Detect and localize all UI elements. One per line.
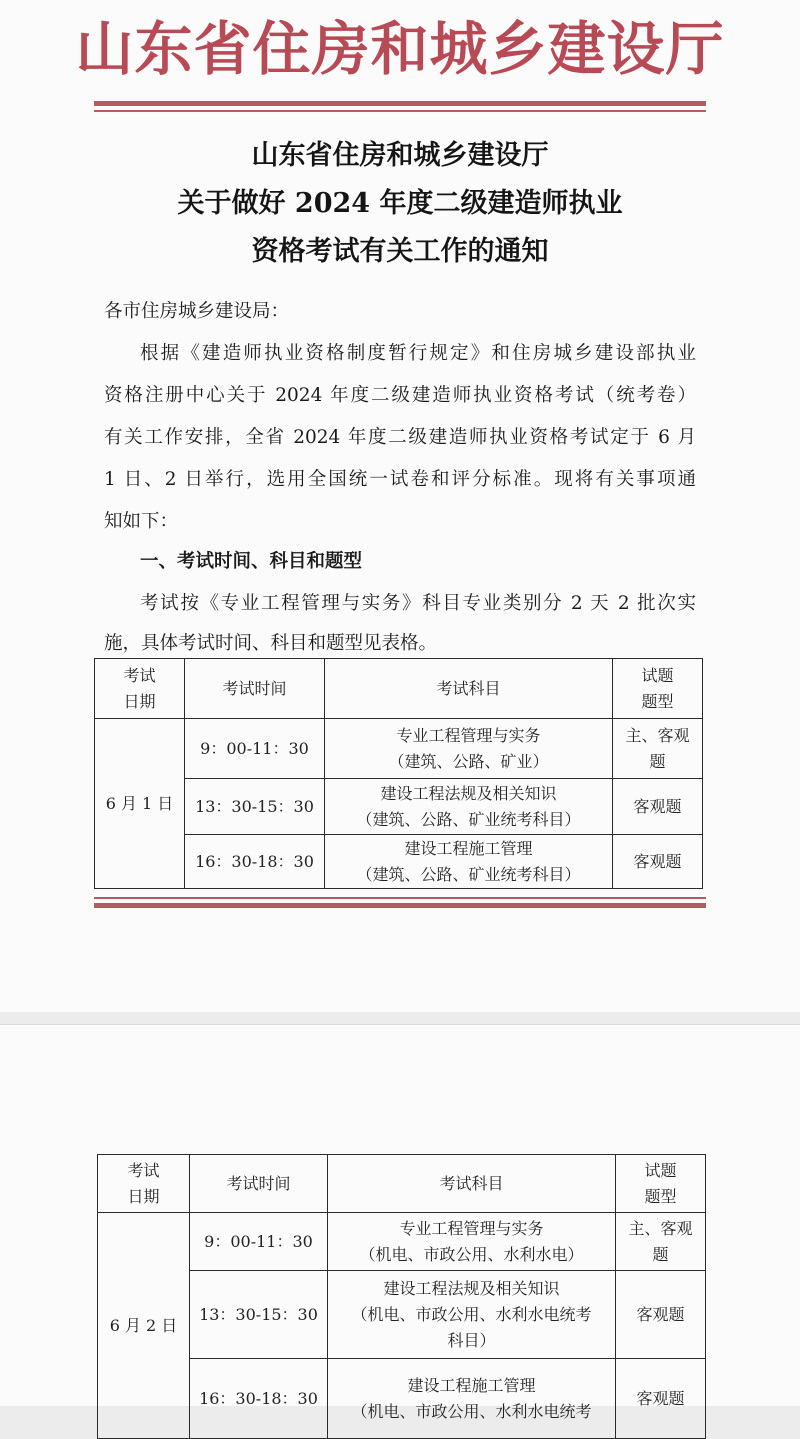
intro-line-4: 1 日、2 日举行，选用全国统一试卷和评分标准。现将有关事项通 (104, 469, 696, 490)
table-row (98, 1213, 706, 1271)
header-exam-subject: 考试科目 (328, 1155, 616, 1213)
intro-line-1: 根据《建造师执业资格制度暂行规定》和住房城乡建设部执业 (140, 343, 696, 364)
table-header-row (95, 659, 703, 719)
salutation: 各市住房城乡建设局： (104, 301, 290, 322)
question-type-cell: 客观题 (616, 1359, 706, 1439)
header-exam-subject: 考试科目 (325, 659, 613, 719)
table-header-row (98, 1155, 706, 1213)
exam-subject-cell: 建设工程施工管理 （建筑、公路、矿业统考科目） (325, 835, 613, 889)
exam-subject-cell: 建设工程法规及相关知识 （建筑、公路、矿业统考科目） (325, 779, 613, 835)
exam-time-cell: 9：00-11：30 (190, 1213, 328, 1271)
question-type-cell: 主、客观 题 (616, 1213, 706, 1271)
exam-schedule-table-day-2 (97, 1154, 706, 1439)
table-row (95, 719, 703, 779)
masthead-rule-thick (94, 101, 706, 106)
section-1-line-1: 考试按《专业工程管理与实务》科目专业类别分 2 天 2 批次实 (140, 593, 696, 614)
exam-date-cell: 6 月 1 日 (95, 719, 185, 889)
section-1-line-2: 施，具体考试时间、科目和题型见表格。 (104, 633, 438, 654)
section-1-heading: 一、考试时间、科目和题型 (140, 551, 363, 572)
notice-title-line-3: 资格考试有关工作的通知 (251, 236, 549, 267)
header-exam-time: 考试时间 (190, 1155, 328, 1213)
exam-time-cell: 16：30-18：30 (190, 1359, 328, 1439)
document-page-2 (0, 1024, 800, 1421)
question-type-cell: 客观题 (613, 779, 703, 835)
exam-schedule-table-day-1 (94, 658, 703, 889)
intro-line-3: 有关工作安排，全省 2024 年度二级建造师执业资格考试定于 6 月 (104, 427, 696, 448)
table-row (95, 779, 703, 835)
exam-subject-cell: 专业工程管理与实务 （建筑、公路、矿业） (325, 719, 613, 779)
exam-time-cell: 9：00-11：30 (185, 719, 325, 779)
notice-title-line-2: 关于做好 2024 年度二级建造师执业 (177, 188, 623, 219)
exam-subject-cell: 专业工程管理与实务 （机电、市政公用、水利水电） (328, 1213, 616, 1271)
exam-date-cell: 6 月 2 日 (98, 1213, 190, 1439)
masthead-rule-thin (94, 110, 706, 112)
header-question-type: 试题 题型 (616, 1155, 706, 1213)
table-row (98, 1359, 706, 1439)
intro-line-5: 知如下： (104, 511, 179, 532)
masthead-title: 山东省住房和城乡建设厅 (75, 15, 725, 83)
question-type-cell: 客观题 (616, 1271, 706, 1359)
exam-time-cell: 13：30-15：30 (190, 1271, 328, 1359)
exam-subject-cell: 建设工程施工管理 （机电、市政公用、水利水电统考 (328, 1359, 616, 1439)
notice-title-line-1: 山东省住房和城乡建设厅 (251, 140, 549, 171)
footer-rule-thick (94, 903, 706, 908)
header-exam-date: 考试 日期 (95, 659, 185, 719)
table-row (95, 835, 703, 889)
header-question-type: 试题 题型 (613, 659, 703, 719)
table-row (98, 1271, 706, 1359)
intro-line-2: 资格注册中心关于 2024 年度二级建造师执业资格考试（统考卷） (104, 385, 696, 406)
header-exam-date: 考试 日期 (98, 1155, 190, 1213)
header-exam-time: 考试时间 (185, 659, 325, 719)
exam-subject-cell: 建设工程法规及相关知识 （机电、市政公用、水利水电统考 科目） (328, 1271, 616, 1359)
exam-time-cell: 16：30-18：30 (185, 835, 325, 889)
footer-rule-thin (94, 897, 706, 899)
question-type-cell: 客观题 (613, 835, 703, 889)
question-type-cell: 主、客观 题 (613, 719, 703, 779)
exam-time-cell: 13：30-15：30 (185, 779, 325, 835)
